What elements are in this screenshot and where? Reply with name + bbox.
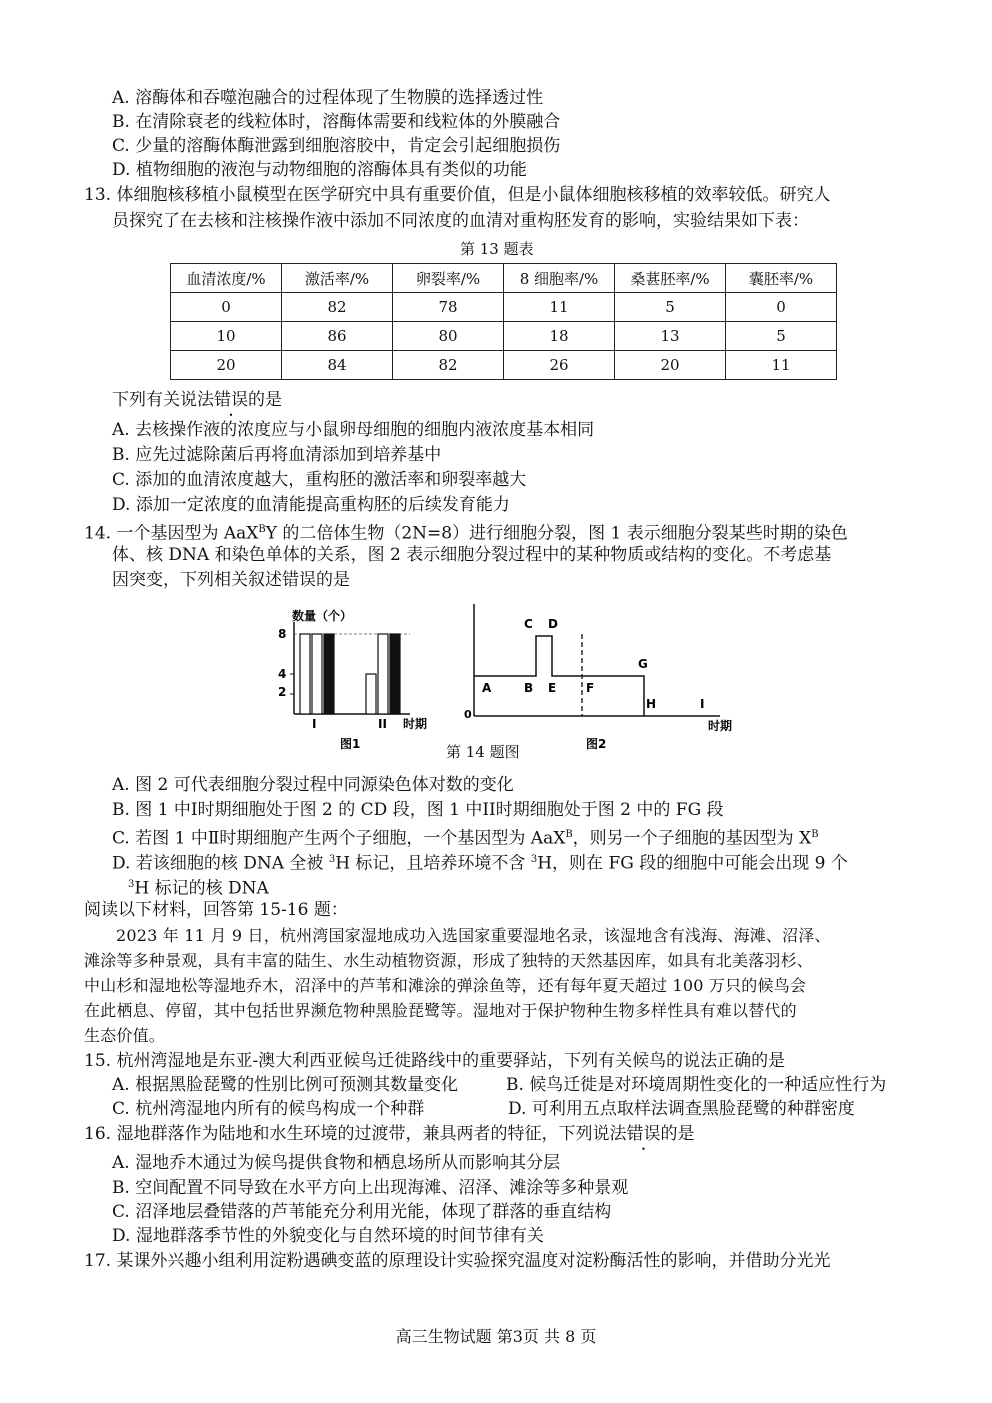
q15-option-d: D. 可利用五点取样法调查黑脸琵鹭的种群密度 bbox=[508, 1099, 855, 1119]
q15-stem: 15. 杭州湾湿地是东亚-澳大利西亚候鸟迁徙路线中的重要驿站，下列有关候鸟的说法正确的是 bbox=[84, 1051, 786, 1071]
table-header-cell: 激活率/% bbox=[282, 264, 393, 293]
q14-stem-sup: B bbox=[258, 524, 266, 535]
q14-stem-line2: 体、核 DNA 和染色单体的关系，图 2 表示细胞分裂过程中的某种物质或结构的变化。不考虑基 bbox=[112, 545, 832, 565]
reading-line: 生态价值。 bbox=[84, 1026, 166, 1045]
table-cell: 80 bbox=[393, 322, 504, 351]
table-cell: 86 bbox=[282, 322, 393, 351]
q13-table-caption: 第 13 题表 bbox=[460, 240, 534, 258]
table-cell: 84 bbox=[282, 351, 393, 380]
fig2-label: F bbox=[586, 681, 595, 695]
q14-option-d-part: H 标记的核 DNA bbox=[134, 878, 269, 899]
q14-option-c-part: ，则另一个子细胞的基因型为 X bbox=[572, 828, 812, 849]
table-cell: 13 bbox=[615, 322, 726, 351]
q14-option-a: A. 图 2 可代表细胞分裂过程中同源染色体对数的变化 bbox=[112, 775, 514, 795]
table-cell: 20 bbox=[171, 351, 282, 380]
q14-figure2 bbox=[460, 600, 760, 760]
q14-option-c-sup: B bbox=[565, 829, 573, 840]
q13-option-a: A. 去核操作液的浓度应与小鼠卵母细胞的细胞内液浓度基本相同 bbox=[112, 420, 595, 440]
q15-option-b: B. 候鸟迁徙是对环境周期性变化的一种适应性行为 bbox=[506, 1075, 887, 1095]
q16-stem-prefix: 16. 湿地群落作为陆地和水生环境的过渡带，兼具两者的特征，下列说法 bbox=[84, 1124, 627, 1144]
q13-question-emphasis: 错误 bbox=[214, 390, 248, 410]
fig1-ytick: 2 bbox=[278, 685, 287, 699]
table-cell: 10 bbox=[171, 322, 282, 351]
q14-stem-part: 14. 一个基因型为 AaX bbox=[84, 523, 259, 544]
q14-option-d bbox=[112, 848, 848, 876]
fig2-label: G bbox=[638, 657, 648, 671]
q12-option-b: B. 在清除衰老的线粒体时，溶酶体需要和线粒体的外膜融合 bbox=[112, 112, 561, 132]
table-cell: 5 bbox=[615, 293, 726, 322]
table-cell: 20 bbox=[615, 351, 726, 380]
fig2-label: H bbox=[646, 697, 657, 711]
fig2-xlabel: 时期 bbox=[708, 719, 733, 733]
fig1-bar-I-dna bbox=[312, 634, 322, 714]
reading-line: 2023 年 11 月 9 日，杭州湾国家湿地成功入选国家重要湿地名录，该湿地含有浅海、海滩、沼泽、 bbox=[116, 926, 831, 945]
table-cell: 82 bbox=[393, 351, 504, 380]
q16-option-a: A. 湿地乔木通过为候鸟提供食物和栖息场所从而影响其分层 bbox=[112, 1153, 561, 1173]
fig1-ytick: 4 bbox=[278, 667, 287, 681]
q14-stem-line3: 因突变，下列相关叙述错误的是 bbox=[112, 570, 350, 590]
fig1-bar-II-dna bbox=[378, 634, 388, 714]
fig1-caption: 图1 bbox=[340, 737, 361, 751]
fig2-label: I bbox=[700, 697, 705, 711]
q15-option-c: C. 杭州湾湿地内所有的候鸟构成一个种群 bbox=[112, 1099, 425, 1119]
fig2-curve bbox=[474, 636, 644, 716]
table-header-cell: 8 细胞率/% bbox=[504, 264, 615, 293]
fig2-label: B bbox=[524, 681, 534, 695]
table-cell: 82 bbox=[282, 293, 393, 322]
table-row bbox=[171, 351, 837, 380]
q13-option-d: D. 添加一定浓度的血清能提高重构胚的后续发育能力 bbox=[112, 495, 510, 515]
q16-stem-suffix: 的是 bbox=[660, 1124, 695, 1144]
q13-option-b: B. 应先过滤除菌后再将血清添加到培养基中 bbox=[112, 445, 442, 465]
fig2-label: C bbox=[524, 617, 533, 631]
q14-figure1 bbox=[260, 600, 460, 760]
fig1-bar-II-chromosome bbox=[366, 674, 376, 714]
q14-option-d-sup: 3 bbox=[128, 879, 135, 890]
table-header-cell: 卵裂率/% bbox=[393, 264, 504, 293]
reading-intro: 阅读以下材料，回答第 15-16 题： bbox=[84, 900, 348, 920]
fig1-ylabel: 数量（个） bbox=[292, 609, 353, 623]
q14-stem-part: Y 的二倍体生物（2N=8）进行细胞分裂，图 1 表示细胞分裂某些时期的染色 bbox=[265, 523, 848, 544]
q14-option-d-sup: 3 bbox=[530, 854, 538, 865]
fig2-caption: 图2 bbox=[586, 737, 607, 751]
fig1-xcategory: I bbox=[312, 717, 317, 731]
q16-option-c: C. 沼泽地层叠错落的芦苇能充分利用光能，体现了群落的垂直结构 bbox=[112, 1202, 612, 1222]
q12-option-d: D. 植物细胞的液泡与动物细胞的溶酶体具有类似的功能 bbox=[112, 160, 527, 180]
q14-figure-caption: 第 14 题图 bbox=[446, 743, 520, 761]
q17-stem: 17. 某课外兴趣小组利用淀粉遇碘变蓝的原理设计实验探究温度对淀粉酶活性的影响，并借助分光光 bbox=[84, 1251, 831, 1271]
q15-option-a: A. 根据黑脸琵鹭的性别比例可预测其数量变化 bbox=[112, 1075, 459, 1095]
q14-option-b: B. 图 1 中I时期细胞处于图 2 的 CD 段，图 1 中II时期细胞处于图 2 中的 FG 段 bbox=[112, 800, 724, 820]
table-row bbox=[171, 322, 837, 351]
q13-table bbox=[170, 263, 837, 380]
fig1-bar-II-chromatid bbox=[390, 634, 400, 714]
q12-option-a: A. 溶酶体和吞噬泡融合的过程体现了生物膜的选择透过性 bbox=[112, 88, 544, 108]
q14-option-c bbox=[112, 823, 819, 851]
fig2-label: D bbox=[548, 617, 558, 631]
table-header-cell: 囊胚率/% bbox=[726, 264, 837, 293]
q13-stem-line2: 员探究了在去核和注核操作液中添加不同浓度的血清对重构胚发育的影响，实验结果如下表： bbox=[112, 211, 809, 231]
q13-option-c: C. 添加的血清浓度越大，重构胚的激活率和卵裂率越大 bbox=[112, 470, 527, 490]
q14-option-d-line2 bbox=[128, 873, 269, 901]
q13-question bbox=[112, 388, 282, 412]
q14-option-d-sup: 3 bbox=[328, 854, 336, 865]
table-cell: 18 bbox=[504, 322, 615, 351]
q14-option-c-sup: B bbox=[811, 829, 819, 840]
fig1-bar-I-chromosome bbox=[300, 634, 310, 714]
q14-option-c-part: C. 若图 1 中Ⅱ时期细胞产生两个子细胞，一个基因型为 AaX bbox=[112, 828, 566, 849]
table-cell: 0 bbox=[726, 293, 837, 322]
reading-line: 中山杉和湿地松等湿地乔木，沼泽中的芦苇和滩涂的弹涂鱼等，还有每年夏天超过 100 万只的候鸟会 bbox=[84, 976, 807, 995]
table-cell: 11 bbox=[504, 293, 615, 322]
table-row bbox=[171, 293, 837, 322]
fig1-xlabel: 时期 bbox=[403, 717, 428, 731]
fig1-xcategory: II bbox=[378, 717, 387, 731]
reading-line: 滩涂等多种景观，具有丰富的陆生、水生动植物资源，形成了独特的天然基因库，如具有北美落羽杉、 bbox=[84, 951, 814, 970]
table-cell: 26 bbox=[504, 351, 615, 380]
q13-question-suffix: 的是 bbox=[248, 390, 282, 410]
fig2-label: A bbox=[482, 681, 492, 695]
fig2-label: E bbox=[548, 681, 557, 695]
fig2-origin: 0 bbox=[464, 708, 472, 721]
fig1-bar-I-chromatid bbox=[324, 634, 334, 714]
table-cell: 78 bbox=[393, 293, 504, 322]
q12-option-c: C. 少量的溶酶体酶泄露到细胞溶胶中，肯定会引起细胞损伤 bbox=[112, 136, 561, 156]
table-cell: 5 bbox=[726, 322, 837, 351]
table-cell: 11 bbox=[726, 351, 837, 380]
q14-stem-line1 bbox=[84, 518, 848, 546]
q16-option-d: D. 湿地群落季节性的外貌变化与自然环境的时间节律有关 bbox=[112, 1226, 544, 1246]
q14-option-d-part: H，则在 FG 段的细胞中可能会出现 9 个 bbox=[537, 853, 848, 874]
q16-option-b: B. 空间配置不同导致在水平方向上出现海滩、沼泽、滩涂等多种景观 bbox=[112, 1178, 629, 1198]
table-cell: 0 bbox=[171, 293, 282, 322]
q13-question-prefix: 下列有关说法 bbox=[112, 390, 214, 410]
q14-option-d-part: D. 若该细胞的核 DNA 全被 bbox=[112, 853, 329, 874]
q16-stem bbox=[84, 1122, 694, 1146]
table-header-row bbox=[171, 264, 837, 293]
table-header-cell: 桑葚胚率/% bbox=[615, 264, 726, 293]
page-footer: 高三生物试题 第3页 共 8 页 bbox=[395, 1327, 597, 1346]
q13-stem-line1: 13. 体细胞核移植小鼠模型在医学研究中具有重要价值，但是小鼠体细胞核移植的效率较低。研究人 bbox=[84, 185, 831, 205]
q14-option-d-part: H 标记，且培养环境不含 bbox=[335, 853, 531, 874]
fig1-ytick: 8 bbox=[278, 627, 287, 641]
reading-line: 在此栖息、停留，其中包括世界濒危物种黑脸琵鹭等。湿地对于保护物种生物多样性具有难以替代的 bbox=[84, 1001, 797, 1020]
q16-stem-emphasis: 错误 bbox=[626, 1124, 661, 1144]
table-header-cell: 血清浓度/% bbox=[171, 264, 282, 293]
